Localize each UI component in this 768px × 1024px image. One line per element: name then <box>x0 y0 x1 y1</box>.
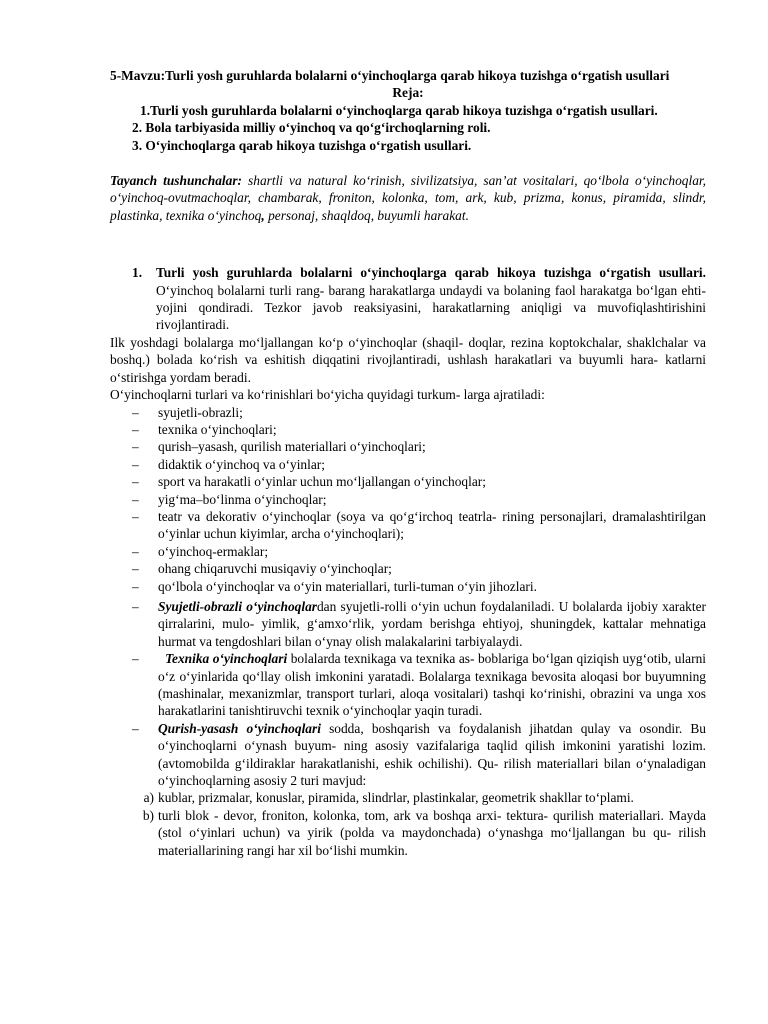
dash-marker: – <box>132 491 139 507</box>
list-item: – didaktik o‘yinchoq va o‘yinlar; <box>110 456 706 473</box>
plan-heading: Reja: <box>392 85 424 101</box>
list-item: – syujetli-obrazli; <box>110 404 706 421</box>
paragraph-types-intro: O‘yinchoqlarni turlari va ko‘rinishlari bo‘yicha quyidagi turkum- larga ajratiladi: <box>110 387 545 403</box>
section-1-text: O‘yinchoq bolalarni turli rang- barang harakatlarga undaydi va bolaning faol harakatga bo‘lgan ehti- yojini qondiradi. Tezkor javob reaksiyasini, harakatlarning aniqligi va muvofiqlashtirishini rivojlantiradi. <box>156 282 706 333</box>
plan-item-1: 1.Turli yosh guruhlarda bolalarni o‘yinchoqlarga qarab hikoya tuzishga o‘rgatish usullari. <box>140 102 658 118</box>
detail-text: dan syujetli-rolli o‘yin uchun foydalaniladi. U bolalarda ijobiy xarakter qirralarini, mulo- yimlik, g‘amxo‘rlik, yordam berishga ehtiyoj, shuningdek, kattalar mehnatiga hurmat va tengdoshlari bilan o‘ynay olish malakalarini tarbiyalaydi. <box>158 598 706 649</box>
dash-marker: – <box>132 720 139 736</box>
detail-term: Texnika o‘yinchoqlari <box>165 651 288 667</box>
document-page <box>110 67 706 859</box>
key-terms-tail: personaj, shaqldoq, buyumli harakat. <box>264 207 469 223</box>
dash-marker: – <box>132 508 139 524</box>
key-terms-label: Tayanch tushunchalar: <box>110 173 243 189</box>
document-title: 5-Mavzu:Turli yosh guruhlarda bolalarni o‘yinchoqlarga qarab hikoya tuzishga o‘rgatish usullari <box>110 68 670 83</box>
dash-marker: – <box>132 456 139 472</box>
dash-marker: – <box>132 543 139 559</box>
dash-marker: – <box>132 651 139 667</box>
section-1-body <box>156 264 706 334</box>
list-item: – teatr va dekorativ o‘yinchoqlar (soya va qo‘g‘irchoq teatrla- rining personajlari, dramalashtirilgan o‘yinlar uchun kiyimlar, archa o‘yinchoqlari); <box>110 508 706 543</box>
paragraph-early-age: Ilk yoshdagi bolalarga mo‘ljallangan ko‘p o‘yinchoqlar (shaqil- doqlar, rezina koptokchalar, shaklchalar va boshq.) bolada ko‘rish va eshitish diqqatini rivojlantiradi, ushlash harakatlari va buyumli hara- katlarni o‘stirishga yordam beradi. <box>110 334 706 385</box>
list-item: – qo‘lbola o‘yinchoqlar va o‘yin materiallari, turli-tuman o‘yin jihozlari. <box>110 578 706 595</box>
alpha-marker: a) <box>143 790 154 806</box>
list-item: – qurish–yasash, qurilish materiallari o‘yinchoqlari; <box>110 438 706 455</box>
key-terms-paragraph <box>110 172 706 224</box>
detail-item-qurish <box>110 720 706 790</box>
detail-term: Syujetli-obrazli o‘yinchoqlar <box>158 598 317 614</box>
detail-item-texnika <box>110 650 706 720</box>
detail-text: sodda, boshqarish va foydalanish jihatdan qulay va osondir. Bu o‘yinchoqlarni o‘ynash buyum- ning asosiy vazifalariga taqlid qilish imkonini yaratishi lozim. (avtomobilda g‘ildiraklar harakatlanishi, eshik ochilishi). Qu- rilish materiallari bilan o‘ynaladigan o‘yinchoqlarning asosiy 2 turi mavjud: <box>158 720 706 789</box>
dash-marker: – <box>132 439 139 455</box>
list-item: – o‘yinchoq-ermaklar; <box>110 543 706 560</box>
detail-item-syujetli <box>110 598 706 650</box>
detail-term: Qurish-yasash o‘yinchoqlari <box>158 720 321 736</box>
list-item: b) turli blok - devor, froniton, kolonka, tom, ark va boshqa arxi- tektura- qurilish materiallari. Mayda (stol o‘yinlari uchun) va yirik (polda va maydonchada) o‘ynashga mo‘ljallangan bu qu- rilish materiallarining rangi har xil bo‘lishi mumkin. <box>110 807 706 859</box>
key-terms-text: shartli va natural ko‘rinish, sivilizatsiya, san’at vositalari, qo‘lbola o‘yinchoqlar, o‘yinchoq-ovutmachoqlar, chambarak, froniton, kolonka, tom, ark, kub, prizma, konus, piramida, slindr, plastinka, texnika o‘yinchoq <box>110 173 706 223</box>
alpha-marker: b) <box>142 807 154 823</box>
dash-marker: – <box>132 474 139 490</box>
plan-item-3: 3. O‘yinchoqlarga qarab hikoya tuzishga o‘rgatish usullari. <box>132 137 472 153</box>
section-1-number: 1. <box>132 265 143 281</box>
section-1 <box>132 264 706 334</box>
list-item: – ohang chiqaruvchi musiqaviy o‘yinchoqlar; <box>110 560 706 577</box>
dash-marker: – <box>132 598 139 614</box>
section-1-heading: Turli yosh guruhlarda bolalarni o‘yinchoqlarga qarab hikoya tuzishga o‘rgatish usullari. <box>156 265 706 281</box>
list-item: – texnika o‘yinchoqlari; <box>110 421 706 438</box>
toy-types-list <box>110 404 706 790</box>
key-terms-comma: , <box>261 207 265 223</box>
construction-subtypes-list <box>110 789 706 859</box>
dash-marker: – <box>132 578 139 594</box>
dash-marker: – <box>132 404 139 420</box>
plan-item-2: 2. Bola tarbiyasida milliy o‘yinchoq va qo‘g‘irchoqlarning roli. <box>132 120 491 136</box>
detail-text: bolalarda texnikaga va texnika as- boblariga bo‘lgan qiziqish uyg‘otib, ularni o‘z o‘yinlarida qo‘llay olish imkonini yaratadi. Bolalarga texnikaga bevosita aloqasi bor buyumning (mashinalar, mexanizmlar, transport turlari, aloqa vositalari) tashqi ko‘rinishi, obrazini va unga xos harakatlarini tanishtiruvchi texnik o‘yinchoqlar yaqin turadi. <box>158 651 707 719</box>
list-item: – sport va harakatli o‘yinlar uchun mo‘ljallangan o‘yinchoqlar; <box>110 473 706 490</box>
list-item: a) kublar, prizmalar, konuslar, piramida, slindrlar, plastinkalar, geometrik shakllar to‘plami. <box>110 789 706 806</box>
list-item: – yig‘ma–bo‘linma o‘yinchoqlar; <box>110 491 706 508</box>
dash-marker: – <box>132 561 139 577</box>
dash-marker: – <box>132 421 139 437</box>
